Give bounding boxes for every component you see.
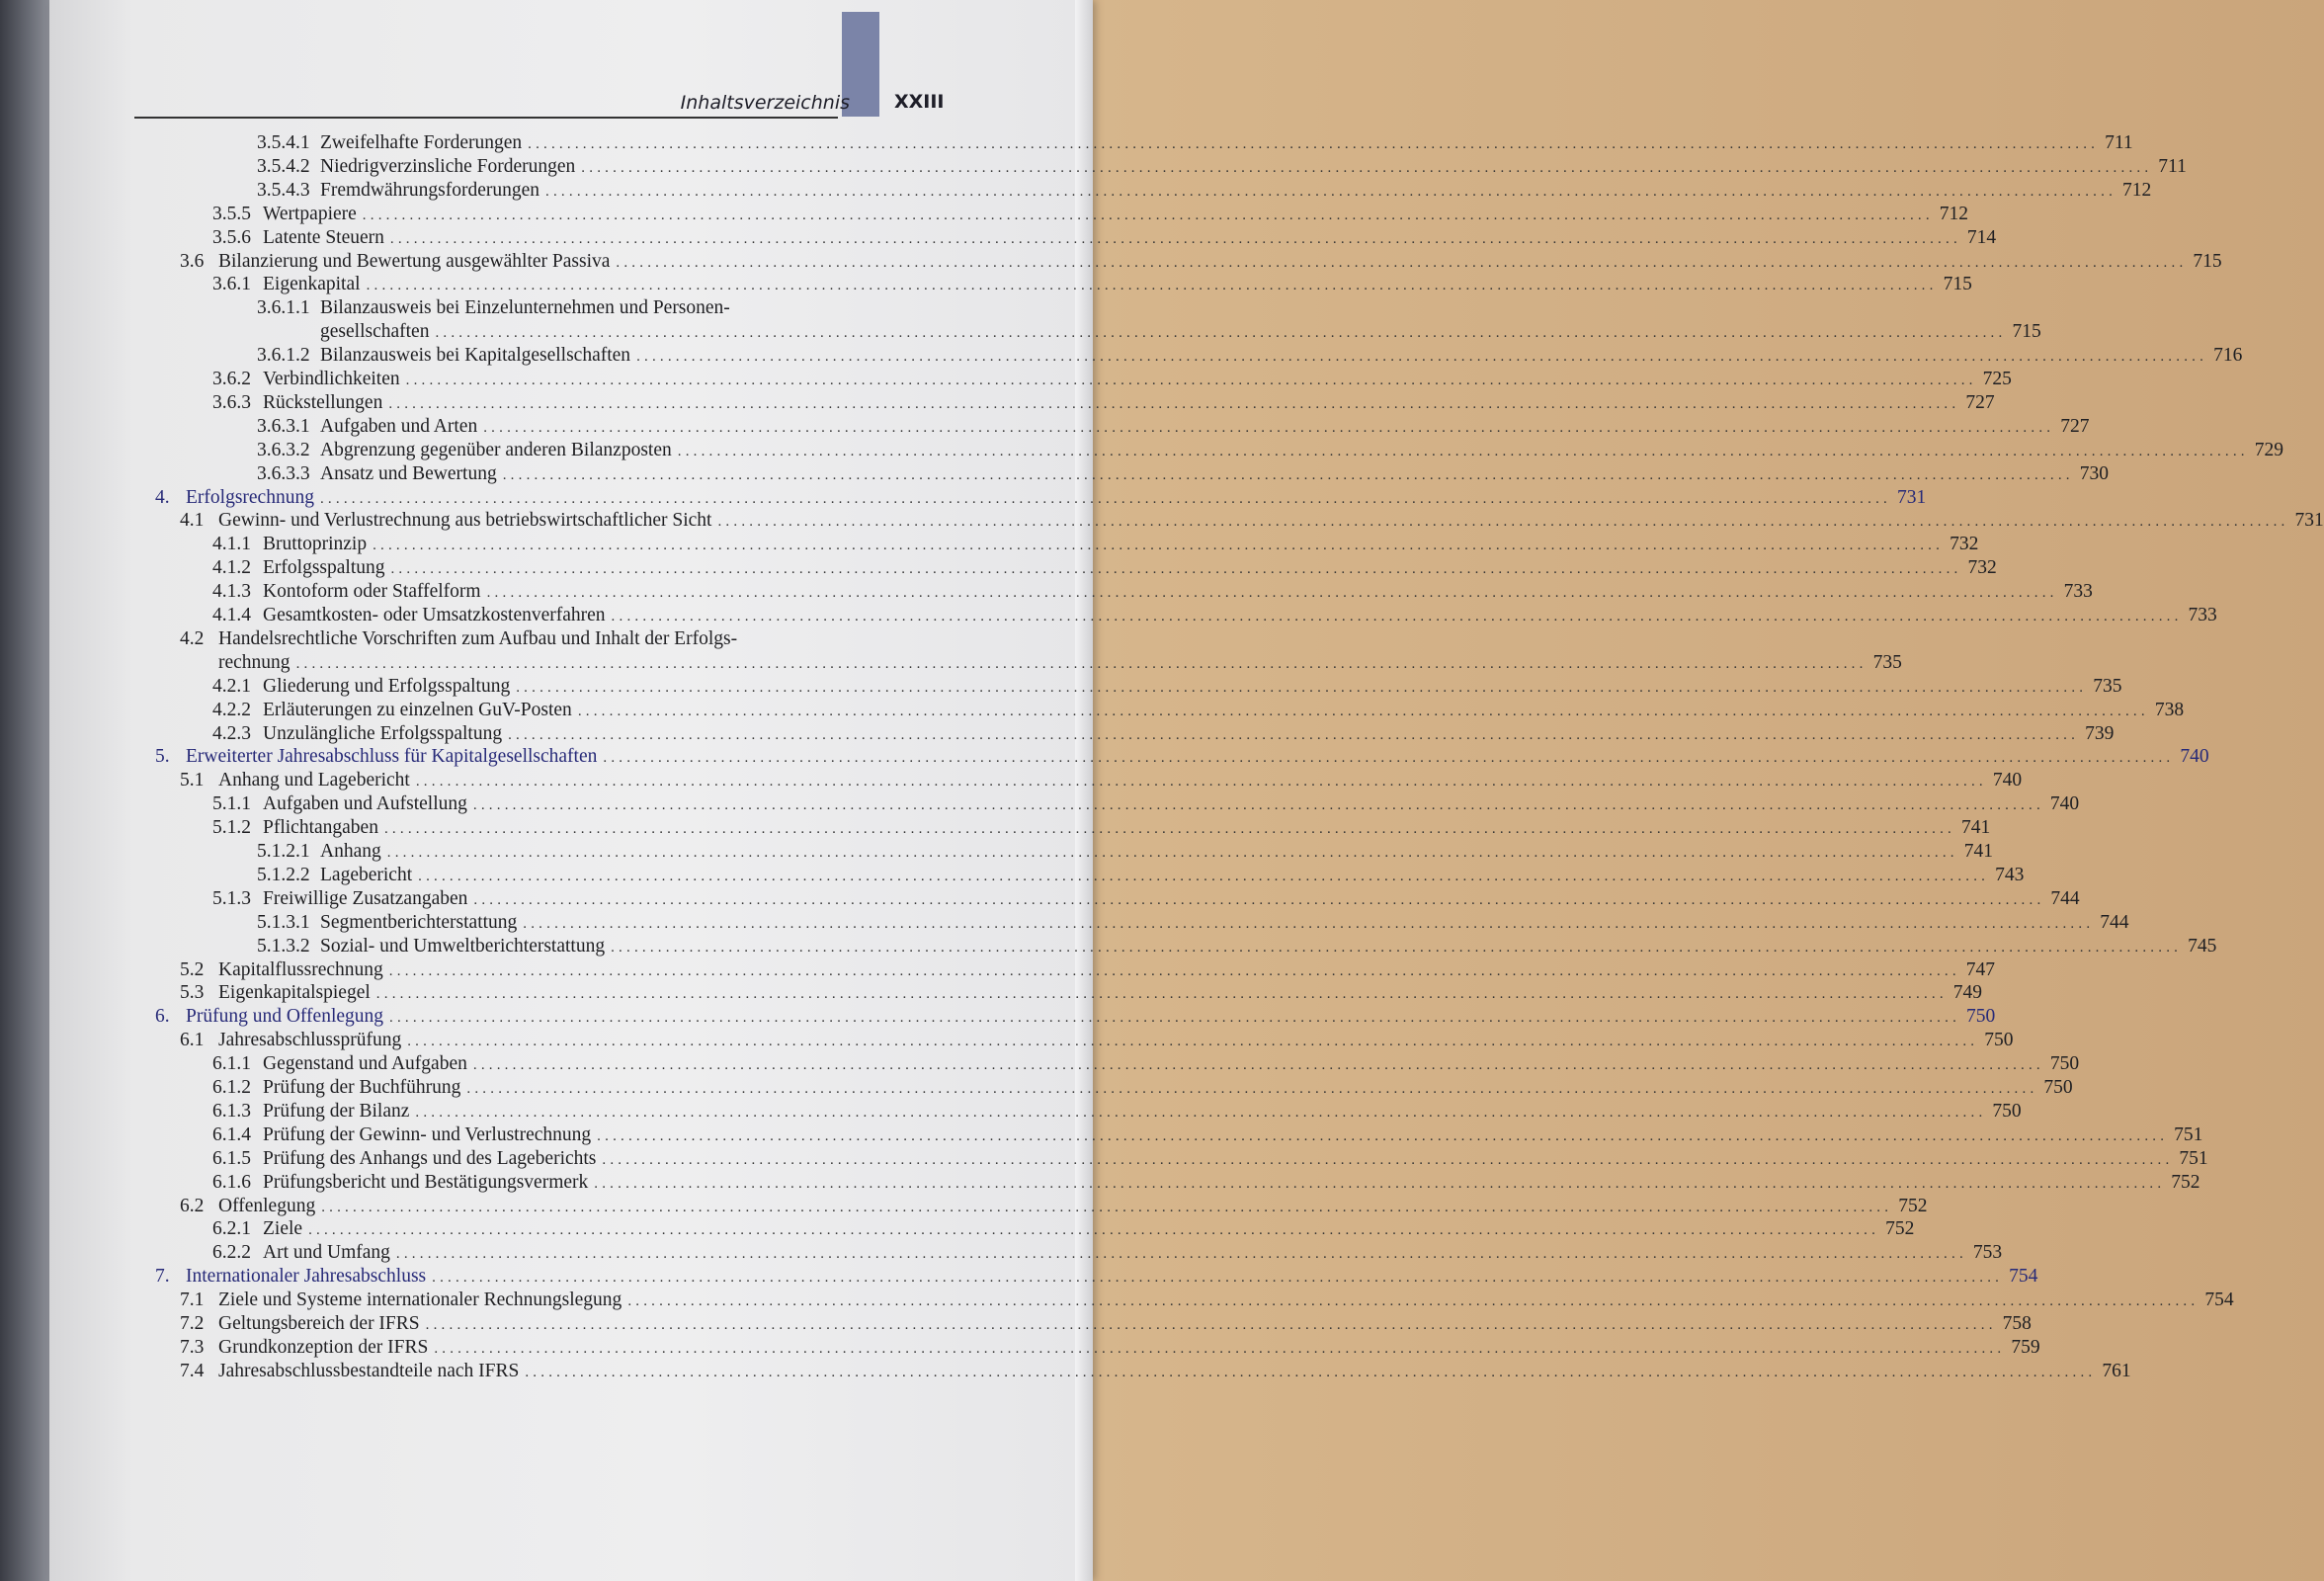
toc-entry-number: 3.5.4.2 [257, 155, 310, 177]
toc-entry-number: 3.6.3.3 [257, 462, 310, 484]
toc-entry-page: 715 [1943, 274, 1972, 295]
toc-entry-title: Kapitalflussrechnung [218, 958, 383, 980]
toc-entry-number: 4.2.2 [212, 699, 251, 720]
toc-entry-title: Prüfung der Gewinn- und Verlustrechnung [263, 1123, 592, 1145]
toc-entry-number: 3.6 [180, 250, 205, 272]
leader-dots: ........................................................................................................................................................................................................ [636, 349, 2208, 366]
toc-entry-title: Verbindlichkeiten [263, 369, 400, 389]
toc-entry-title: Segmentberichterstattung [320, 911, 518, 933]
toc-entry-page: 754 [2204, 1290, 2234, 1311]
leader-dots: ........................................................................................................................................................................................................ [472, 797, 2044, 814]
toc-entry[interactable] [212, 226, 1997, 251]
toc-entry-title: Bilanzausweis bei Kapitalgesellschaften [320, 345, 631, 367]
toc-entry-title: Bruttoprinzip [263, 534, 368, 555]
toc-entry-number: 5.2 [180, 958, 205, 980]
toc-entry-number: 3.6.3.2 [257, 439, 310, 460]
toc-entry[interactable] [212, 557, 1997, 581]
toc-entry[interactable] [180, 1313, 2032, 1337]
toc-entry-page: 751 [2174, 1123, 2203, 1145]
toc-entry-number: 6.1.1 [212, 1053, 251, 1075]
toc-entry-page: 753 [1972, 1242, 2003, 1264]
toc-entry-title: Freiwillige Zusatzangaben [263, 887, 468, 909]
toc-entry-number: 5.3 [180, 982, 205, 1004]
toc-entry-number: 5.1.2.2 [257, 864, 310, 885]
toc-entry-title: Ziele und Systeme internationaler Rechnungslegung [218, 1290, 622, 1311]
toc-entry[interactable] [155, 1266, 2038, 1290]
toc-entry-title: Jahresabschlussprüfung [218, 1030, 402, 1051]
toc-entry-page: 758 [2002, 1313, 2032, 1334]
leader-dots: ........................................................................................................................................................................................................ [319, 490, 1891, 507]
toc-entry[interactable] [180, 250, 2222, 275]
toc-entry-number: 5.1 [180, 770, 205, 791]
leader-dots: ........................................................................................................................................................................................................ [395, 1246, 1967, 1263]
leader-dots: ........................................................................................................................................................................................................ [386, 845, 1958, 861]
toc-entry[interactable] [212, 534, 1979, 557]
leader-dots: ........................................................................................................................................................................................................ [525, 1364, 2097, 1380]
toc-entry-title: Internationaler Jahresabschluss [186, 1266, 427, 1288]
toc-entry-number: 3.5.6 [212, 226, 251, 248]
toc-entry[interactable] [257, 841, 1993, 865]
toc-entry-number: 5.1.3.2 [257, 935, 310, 957]
leader-dots: ........................................................................................................................................................................................................ [577, 703, 2149, 719]
toc-entry[interactable] [180, 1290, 2234, 1313]
toc-entry-page: 745 [2188, 935, 2217, 957]
toc-entry-title: Erfolgsspaltung [263, 557, 385, 579]
toc-entry[interactable] [257, 345, 2243, 369]
toc-entry-number: 5.1.3 [212, 887, 251, 909]
toc-entry-page: 727 [1965, 391, 1995, 413]
toc-entry-number: 7.3 [180, 1336, 205, 1358]
toc-entry-number: 3.5.5 [212, 203, 251, 224]
toc-entry-number: 4.1.2 [212, 557, 251, 579]
toc-entry-number: 3.6.3.1 [257, 415, 310, 437]
toc-entry-number: 7.4 [180, 1360, 205, 1381]
toc-entry-page: 744 [2100, 911, 2129, 933]
leader-dots: ........................................................................................................................................................................................................ [611, 939, 2183, 956]
toc-entry-title: Pflichtangaben [263, 817, 378, 839]
toc-entry[interactable] [212, 1147, 2208, 1172]
toc-entry[interactable] [155, 486, 1927, 511]
toc-entry-page: 740 [2180, 746, 2209, 768]
leader-dots: ........................................................................................................................................................................................................ [502, 466, 2074, 483]
toc-entry-page: 750 [1984, 1030, 2014, 1051]
toc-entry-page: 715 [2193, 250, 2222, 272]
leader-dots: ........................................................................................................................................................................................................ [516, 679, 2088, 696]
toc-entry-page: 711 [2158, 155, 2187, 177]
toc-entry[interactable] [257, 439, 2283, 463]
toc-entry-page: 735 [1872, 651, 1902, 673]
toc-entry[interactable] [257, 297, 889, 321]
toc-entry-page: 761 [2102, 1360, 2131, 1381]
toc-entry-page: 714 [1966, 226, 1997, 248]
toc-entry-title: Ziele [263, 1218, 303, 1240]
leader-dots: ........................................................................................................................................................................................................ [466, 1081, 2038, 1097]
toc-entry-page: 716 [2213, 345, 2243, 367]
toc-entry-page: 741 [1963, 841, 1993, 862]
toc-entry-number: 6.2.2 [212, 1242, 251, 1264]
leader-dots: ........................................................................................................................................................................................................ [407, 1034, 1979, 1050]
toc-entry-page: 732 [1967, 557, 1997, 579]
leader-dots: ........................................................................................................................................................................................................ [528, 136, 2100, 152]
toc-entry[interactable] [212, 605, 2217, 628]
toc-entry-title: Bilanzierung und Bewertung ausgewählter Passiva [218, 250, 611, 272]
toc-entry[interactable] [212, 793, 2080, 817]
toc-entry-page: 739 [2085, 722, 2115, 744]
toc-entry[interactable] [180, 510, 2324, 534]
leader-dots: ........................................................................................................................................................................................................ [389, 1010, 1961, 1027]
toc-entry-title: Sozial- und Umweltberichterstattung [320, 935, 606, 957]
toc-entry-title: Erläuterungen zu einzelnen GuV-Posten [263, 699, 572, 720]
toc-entry[interactable] [257, 155, 2187, 180]
toc-entry-number: 6.1.3 [212, 1100, 251, 1122]
toc-entry-number: 7. [155, 1266, 170, 1288]
toc-entry-number: 5.1.1 [212, 793, 251, 815]
toc-entry-page: 741 [1960, 817, 1991, 839]
toc-entry-title: Zweifelhafte Forderungen [320, 132, 523, 153]
toc-entry-continuation[interactable] [180, 651, 1902, 676]
toc-entry-page: 751 [2179, 1147, 2208, 1169]
toc-entry-page: 740 [2049, 793, 2080, 815]
toc-entry-number: 5. [155, 746, 170, 768]
leader-dots: ........................................................................................................................................................................................................ [418, 868, 1990, 884]
toc-entry-number: 3.6.3 [212, 391, 251, 413]
toc-entry[interactable] [180, 1030, 2014, 1053]
toc-entry-page: 750 [2049, 1053, 2080, 1075]
leader-dots: ........................................................................................................................................................................................................ [472, 1057, 2044, 1074]
toc-entry-title: Aufgaben und Arten [320, 415, 478, 437]
toc-entry-title: Gliederung und Erfolgsspaltung [263, 675, 511, 697]
toc-entry-continuation[interactable] [257, 321, 2041, 345]
toc-entry-page: 731 [2294, 510, 2324, 532]
toc-entry[interactable] [257, 179, 2152, 204]
toc-entry-page: 729 [2254, 439, 2283, 460]
toc-entry-title-continuation: gesellschaften [320, 321, 430, 343]
leader-dots: ........................................................................................................................................................................................................ [308, 1222, 1880, 1239]
leader-dots: ........................................................................................................................................................................................................ [321, 1199, 1893, 1215]
toc-entry-page: 733 [2063, 581, 2093, 603]
toc-entry-title-continuation: rechnung [218, 651, 290, 673]
toc-entry-title: Jahresabschlussbestandteile nach IFRS [218, 1360, 520, 1381]
toc-entry-page: 731 [1896, 486, 1927, 508]
toc-entry-number: 4.1 [180, 510, 205, 532]
leader-dots: ........................................................................................................................................................................................................ [545, 183, 2117, 200]
toc-entry-title: Fremdwährungsforderungen [320, 179, 540, 201]
toc-entry-page: 754 [2009, 1266, 2038, 1288]
leader-dots: ........................................................................................................................................................................................................ [434, 1340, 2006, 1357]
toc-entry[interactable] [212, 369, 2012, 392]
toc-entry-title: Art und Umfang [263, 1242, 390, 1264]
toc-entry-page: 740 [1992, 770, 2023, 791]
toc-entry[interactable] [212, 675, 2122, 700]
toc-entry[interactable] [212, 1242, 2003, 1266]
toc-entry-number: 3.6.1.2 [257, 345, 310, 367]
leader-dots: ........................................................................................................................................................................................................ [435, 325, 2007, 342]
toc-entry-number: 3.6.2 [212, 369, 251, 389]
toc-entry-title: Latente Steuern [263, 226, 384, 248]
toc-entry[interactable] [257, 864, 2025, 888]
leader-dots: ........................................................................................................................................................................................................ [594, 1175, 2166, 1192]
toc-entry[interactable] [180, 628, 889, 652]
leader-dots: ........................................................................................................................................................................................................ [383, 821, 1955, 838]
toc-entry-number: 3.6.1.1 [257, 297, 310, 319]
toc-entry-title: Erweiterter Jahresabschluss für Kapitalgesellschaften [186, 746, 598, 768]
leader-dots: ........................................................................................................................................................................................................ [523, 915, 2095, 932]
toc-entry[interactable] [155, 746, 2209, 770]
toc-entry-page: 738 [2154, 699, 2185, 720]
toc-entry-number: 4. [155, 486, 170, 508]
toc-entry-page: 752 [2171, 1171, 2200, 1193]
leader-dots: ........................................................................................................................................................................................................ [405, 373, 1977, 388]
leader-dots: ........................................................................................................................................................................................................ [295, 655, 1868, 672]
toc-entry-number: 4.2 [180, 627, 205, 649]
leader-dots: ........................................................................................................................................................................................................ [389, 230, 1961, 247]
toc-entry[interactable] [212, 1100, 2022, 1124]
toc-entry-title: Eigenkapitalspiegel [218, 982, 371, 1004]
toc-entry[interactable] [212, 887, 2080, 912]
toc-entry-number: 6.1.2 [212, 1077, 251, 1098]
toc-entry[interactable] [257, 132, 2133, 156]
leader-dots: ........................................................................................................................................................................................................ [508, 726, 2080, 743]
toc-entry[interactable] [212, 817, 1991, 841]
toc-entry-title: Erfolgsrechnung [186, 486, 314, 508]
toc-entry-number: 3.6.1 [212, 274, 251, 295]
toc-entry-title: Niedrigverzinsliche Forderungen [320, 155, 576, 177]
toc-entry-page: 725 [1982, 369, 2012, 389]
toc-entry-title: Offenlegung [218, 1195, 316, 1216]
toc-entry-title: Ansatz und Bewertung [320, 462, 497, 484]
toc-entry-title: Prüfung und Offenlegung [186, 1006, 384, 1028]
toc-entry-title: Unzulängliche Erfolgsspaltung [263, 722, 503, 744]
toc-entry-title: Prüfung der Buchführung [263, 1077, 461, 1098]
toc-entry-title: Gewinn- und Verlustrechnung aus betriebswirtschaftlicher Sicht [218, 510, 712, 532]
toc-entry-number: 5.1.2.1 [257, 841, 310, 862]
toc-entry-number: 4.1.3 [212, 581, 251, 603]
toc-entry-page: 730 [2079, 462, 2109, 484]
toc-entry-title: Prüfung der Bilanz [263, 1100, 410, 1122]
toc-entry[interactable] [212, 1053, 2080, 1077]
toc-entry-title: Aufgaben und Aufstellung [263, 793, 467, 815]
leader-dots: ........................................................................................................................................................................................................ [677, 443, 2249, 459]
toc-entry-page: 749 [1952, 982, 1983, 1004]
toc-entry[interactable] [180, 1195, 1928, 1219]
toc-entry[interactable] [180, 1360, 2131, 1384]
toc-entry-page: 744 [2050, 887, 2080, 909]
leader-dots: ........................................................................................................................................................................................................ [432, 1270, 2004, 1287]
toc-entry[interactable] [212, 274, 1972, 297]
leader-dots: ........................................................................................................................................................................................................ [611, 609, 2183, 624]
toc-entry-title: Handelsrechtliche Vorschriften zum Aufbau und Inhalt der Erfolgs- [218, 627, 738, 649]
toc-entry-page: 732 [1950, 534, 1979, 555]
toc-entry-number: 4.1.4 [212, 605, 251, 625]
toc-entry-number: 5.1.2 [212, 817, 251, 839]
leader-dots: ........................................................................................................................................................................................................ [483, 419, 2055, 436]
toc-entry-page: 750 [2043, 1077, 2073, 1098]
leader-dots: ........................................................................................................................................................................................................ [415, 1104, 1987, 1121]
toc-entry-title: Anhang [320, 841, 381, 862]
toc-entry-page: 727 [2060, 415, 2090, 437]
leader-dots: ........................................................................................................................................................................................................ [362, 207, 1934, 223]
toc-entry[interactable] [212, 1077, 2073, 1101]
toc-entry[interactable] [212, 1171, 2200, 1196]
toc-entry-page: 752 [1885, 1218, 1915, 1240]
leader-dots: ........................................................................................................................................................................................................ [415, 774, 1987, 790]
leader-dots: ........................................................................................................................................................................................................ [375, 986, 1948, 1003]
toc-entry[interactable] [212, 1123, 2203, 1148]
leader-dots: ........................................................................................................................................................................................................ [425, 1317, 1997, 1333]
toc-entry-page: 712 [2122, 179, 2152, 201]
toc-entry[interactable] [257, 911, 2129, 936]
leader-dots: ........................................................................................................................................................................................................ [388, 395, 1960, 412]
toc-entry-title: Eigenkapital [263, 274, 361, 295]
toc-entry-number: 6. [155, 1006, 170, 1028]
toc-entry-number: 6.2 [180, 1195, 205, 1216]
toc-entry-page: 712 [1939, 203, 1969, 224]
toc-entry-number: 4.2.1 [212, 675, 251, 697]
toc-entry-title: Prüfung des Anhangs und des Lageberichts [263, 1147, 597, 1169]
toc-entry-number: 6.1.5 [212, 1147, 251, 1169]
toc-entry-number: 6.1 [180, 1030, 205, 1051]
toc-entry-page: 711 [2105, 132, 2133, 153]
toc-entry[interactable] [212, 203, 1969, 227]
toc-entry[interactable] [155, 1006, 1996, 1030]
toc-entry-page: 735 [2093, 675, 2122, 697]
leader-dots: ........................................................................................................................................................................................................ [627, 1293, 2200, 1310]
toc-entry-title: Lagebericht [320, 864, 413, 885]
toc-entry-title: Rückstellungen [263, 391, 383, 413]
leader-dots: ........................................................................................................................................................................................................ [616, 254, 2188, 271]
toc-entry-title: Abgrenzung gegenüber anderen Bilanzposten [320, 439, 672, 460]
toc-entry[interactable] [257, 462, 2109, 487]
toc-entry-number: 6.2.1 [212, 1218, 251, 1240]
leader-dots: ........................................................................................................................................................................................................ [602, 1151, 2174, 1168]
toc-entry[interactable] [180, 982, 1983, 1006]
toc-entry[interactable] [180, 1336, 2040, 1361]
toc-entry[interactable] [212, 699, 2185, 723]
toc-entry-title: Grundkonzeption der IFRS [218, 1336, 429, 1358]
leader-dots: ........................................................................................................................................................................................................ [581, 159, 2153, 176]
toc-entry[interactable] [180, 770, 2023, 793]
toc-entry-page: 715 [2012, 321, 2041, 343]
toc-entry-number: 3.5.4.3 [257, 179, 310, 201]
leader-dots: ........................................................................................................................................................................................................ [717, 514, 2289, 531]
toc-entry[interactable] [212, 581, 2093, 605]
toc-entry-number: 6.1.6 [212, 1171, 251, 1193]
leader-dots: ........................................................................................................................................................................................................ [388, 962, 1960, 979]
toc-entry-page: 733 [2188, 605, 2217, 625]
toc-entry[interactable] [212, 722, 2115, 747]
leader-dots: ........................................................................................................................................................................................................ [597, 1127, 2169, 1144]
toc-entry-number: 3.5.4.1 [257, 132, 310, 153]
toc-entry-page: 759 [2011, 1336, 2040, 1358]
toc-entry-title: Wertpapiere [263, 203, 357, 224]
toc-entry[interactable] [180, 958, 1996, 983]
toc-entry[interactable] [212, 1218, 1915, 1242]
toc-entry-page: 750 [1992, 1100, 2022, 1122]
toc-entry[interactable] [257, 415, 2090, 440]
leader-dots: ........................................................................................................................................................................................................ [390, 561, 1962, 578]
toc-entry-page: 743 [1995, 864, 2025, 885]
toc-entry[interactable] [212, 391, 1995, 416]
toc-entry-title: Gesamtkosten- oder Umsatzkostenverfahren [263, 605, 606, 625]
toc-entry-number: 4.2.3 [212, 722, 251, 744]
toc-entry-number: 7.1 [180, 1290, 205, 1311]
toc-entry-title: Bilanzausweis bei Einzelunternehmen und Personen- [320, 297, 730, 319]
toc-entry-page: 752 [1898, 1195, 1928, 1216]
toc-entry-page: 747 [1965, 958, 1996, 980]
page-number: XXIII [894, 91, 945, 113]
toc-entry-number: 7.2 [180, 1313, 205, 1334]
toc-entry-title: Prüfungsbericht und Bestätigungsvermerk [263, 1171, 589, 1193]
toc-entry-title: Geltungsbereich der IFRS [218, 1313, 420, 1334]
toc-entry-page: 750 [1966, 1006, 1996, 1028]
toc-entry-number: 5.1.3.1 [257, 911, 310, 933]
leader-dots: ........................................................................................................................................................................................................ [373, 538, 1945, 554]
toc-entry-number: 6.1.4 [212, 1123, 251, 1145]
running-header-title: Inhaltsverzeichnis [680, 92, 850, 114]
toc-entry-title: Anhang und Lagebericht [218, 770, 410, 791]
toc-entry-number: 4.1.1 [212, 534, 251, 555]
toc-entry-title: Gegenstand und Aufgaben [263, 1053, 467, 1075]
leader-dots: ........................................................................................................................................................................................................ [486, 585, 2058, 602]
leader-dots: ........................................................................................................................................................................................................ [603, 750, 2175, 767]
leader-dots: ........................................................................................................................................................................................................ [473, 891, 2045, 908]
toc-entry-title: Kontoform oder Staffelform [263, 581, 481, 603]
toc-entry[interactable] [257, 935, 2217, 959]
leader-dots: ........................................................................................................................................................................................................ [366, 278, 1938, 294]
